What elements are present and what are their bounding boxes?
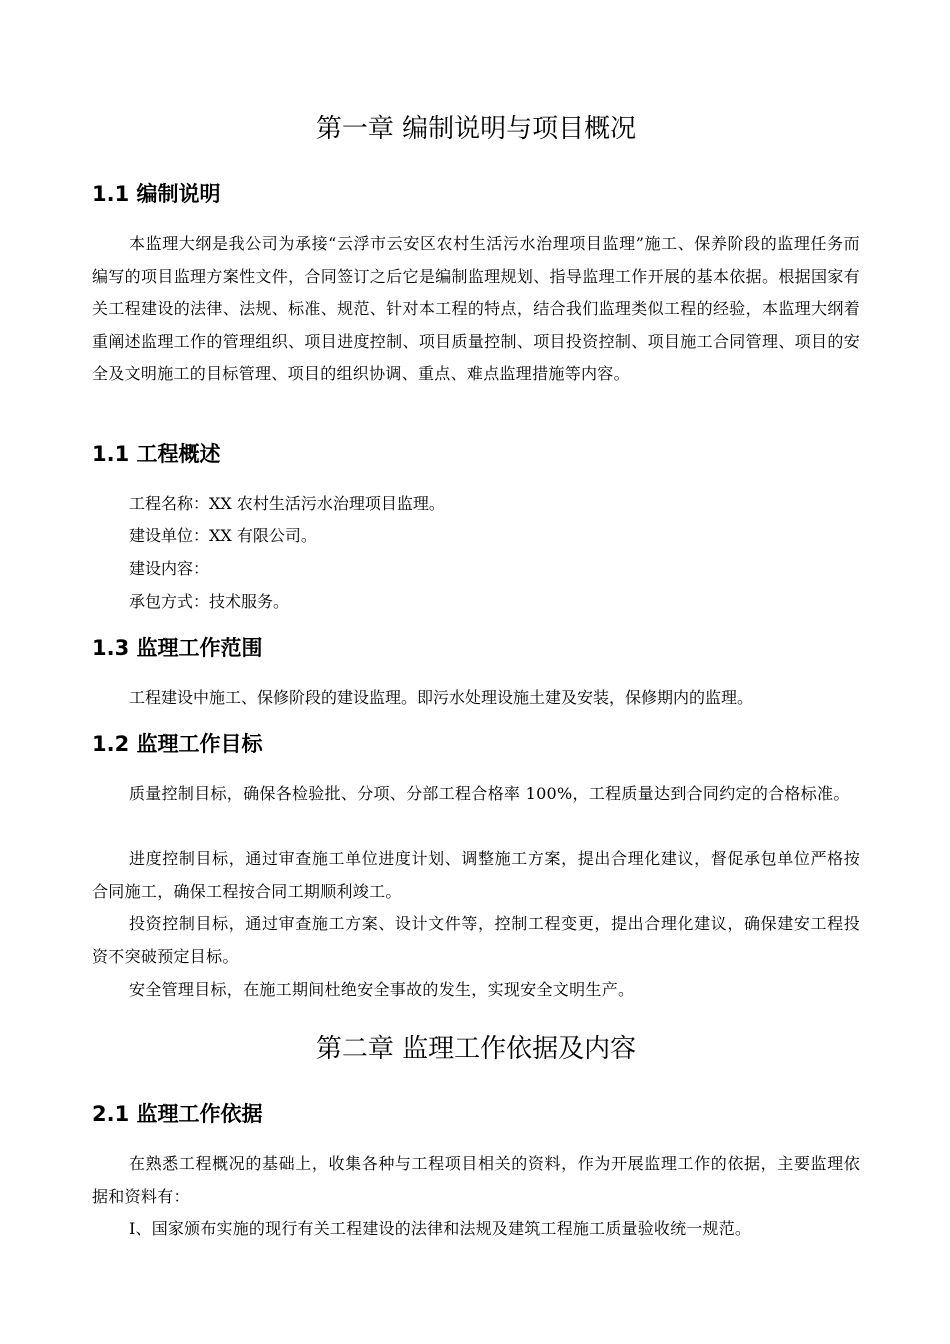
- section-2-1-paragraph: 在熟悉工程概况的基础上，收集各种与工程项目相关的资料，作为开展监理工作的依据，主要监理依据和资料有：: [92, 1154, 860, 1206]
- schedule-goal-paragraph: 进度控制目标，通过审查施工单位进度计划、调整施工方案，提出合理化建议，督促承包单位严格按合同施工，确保工程按合同工期顺利竣工。: [92, 849, 860, 901]
- chapter-1-title: 第一章 编制说明与项目概况: [315, 114, 637, 144]
- section-1-3-heading: 1.3 监理工作范围: [92, 636, 263, 660]
- safety-goal-paragraph: 安全管理目标，在施工期间杜绝安全事故的发生，实现安全文明生产。: [129, 980, 635, 999]
- construction-unit-line: 建设单位：XX 有限公司。: [129, 526, 317, 545]
- section-1-3-paragraph: 工程建设中施工、保修阶段的建设监理。即污水处理设施土建及安装，保修期内的监理。: [129, 688, 754, 707]
- investment-goal-paragraph: 投资控制目标，通过审查施工方案、设计文件等，控制工程变更，提出合理化建议，确保建安工程投资不突破预定目标。: [92, 914, 860, 966]
- section-overview-heading: 1.1 工程概述: [92, 442, 221, 466]
- basis-item-1: Ⅰ、国家颁布实施的现行有关工程建设的法律和法规及建筑工程施工质量验收统一规范。: [129, 1219, 752, 1238]
- section-2-1-heading: 2.1 监理工作依据: [92, 1102, 263, 1126]
- section-1-1-heading: 1.1 编制说明: [92, 182, 221, 206]
- project-name-line: 工程名称：XX 农村生活污水治理项目监理。: [129, 494, 445, 513]
- quality-goal-paragraph: 质量控制目标，确保各检验批、分项、分部工程合格率 100%，工程质量达到合同约定的合格标准。: [129, 784, 850, 803]
- section-1-1-paragraph: 本监理大纲是我公司为承接“云浮市云安区农村生活污水治理项目监理”施工、保养阶段的监理任务而编写的项目监理方案性文件，合同签订之后它是编制监理规划、指导监理工作开展的基本依据。根据国家有关工程建设的法律、法规、标准、规范、针对本工程的特点，结合我们监理类似工程的经验，本监理大纲着重阐述监理工作的管理组织、项目进度控制、项目质量控制、项目投资控制、项目施工合同管理、项目的安全及文明施工的目标管理、项目的组织协调、重点、难点监理措施等内容。: [92, 234, 860, 383]
- chapter-2-title: 第二章 监理工作依据及内容: [315, 1034, 637, 1064]
- construction-content-line: 建设内容：: [129, 559, 210, 578]
- contract-mode-line: 承包方式：技术服务。: [129, 592, 290, 611]
- section-1-2-heading: 1.2 监理工作目标: [92, 732, 263, 756]
